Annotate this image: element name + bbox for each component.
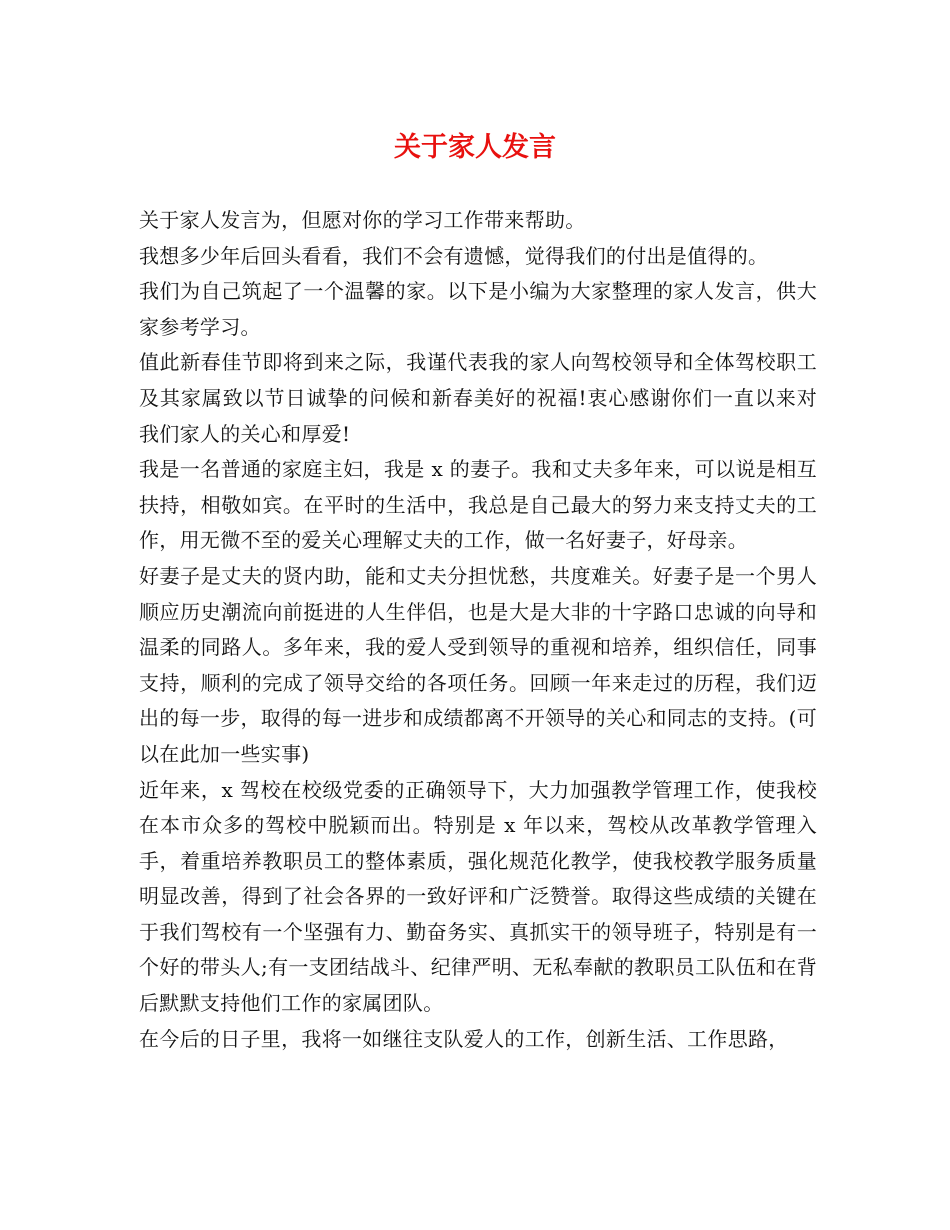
paragraph-future: 在今后的日子里，我将一如继往支队爱人的工作，创新生活、工作思路，	[139, 1026, 789, 1051]
document-title: 关于家人发言	[394, 132, 556, 163]
paragraph-greeting: 值此新春佳节即将到来之际，我谨代表我的家人向驾校领导和全体驾校职工及其家属致以节日诚挚的问候和新春美好的祝福!衷心感谢你们一直以来对我们家人的关心和厚爱!	[139, 350, 817, 446]
paragraph-good-wife: 好妻子是丈夫的贤内助，能和丈夫分担忧愁，共度难关。好妻子是一个男人顺应历史潮流向前挺进的人生伴侣，也是大是大非的十字路口忠诚的向导和温柔的同路人。多年来，我的爱人受到领导的重视和培养，组织信任，同事支持，顺利的完成了领导交给的各项任务。回顾一年来走过的历程，我们迈出的每一步，取得的每一进步和成绩都离不开领导的关心和同志的支持。(可以在此加一些实事)	[139, 563, 818, 766]
paragraph-reflection: 我想多少年后回头看看，我们不会有遗憾，觉得我们的付出是值得的。	[139, 243, 769, 268]
paragraph-school: 近年来，x 驾校在校级党委的正确领导下，大力加强教学管理工作，使我校在本市众多的驾校中脱颖而出。特别是 x 年以来，驾校从改革教学管理入手，着重培养教职员工的整体素质，强化规范化教学，使我校教学服务质量明显改善，得到了社会各界的一致好评和广泛赞誉。取得这些成绩的关键在于我们驾校有一个坚强有力、勤奋务实、真抓实干的领导班子，特别是有一个好的带头人;有一支团结战斗、纪律严明、无私奉献的教职员工队伍和在背后默默支持他们工作的家属团队。	[139, 777, 817, 1016]
paragraph-intro: 关于家人发言为，但愿对你的学习工作带来帮助。	[139, 208, 586, 232]
document-body	[139, 203, 817, 1057]
paragraph-home: 我们为自己筑起了一个温馨的家。以下是小编为大家整理的家人发言，供大家参考学习。	[139, 279, 817, 339]
paragraph-self-intro: 我是一名普通的家庭主妇，我是 x 的妻子。我和丈夫多年来，可以说是相互扶持，相敬如宾。在平时的生活中，我总是自己最大的努力来支持丈夫的工作，用无微不至的爱关心理解丈夫的工作，做一名好妻子，好母亲。	[139, 457, 817, 553]
